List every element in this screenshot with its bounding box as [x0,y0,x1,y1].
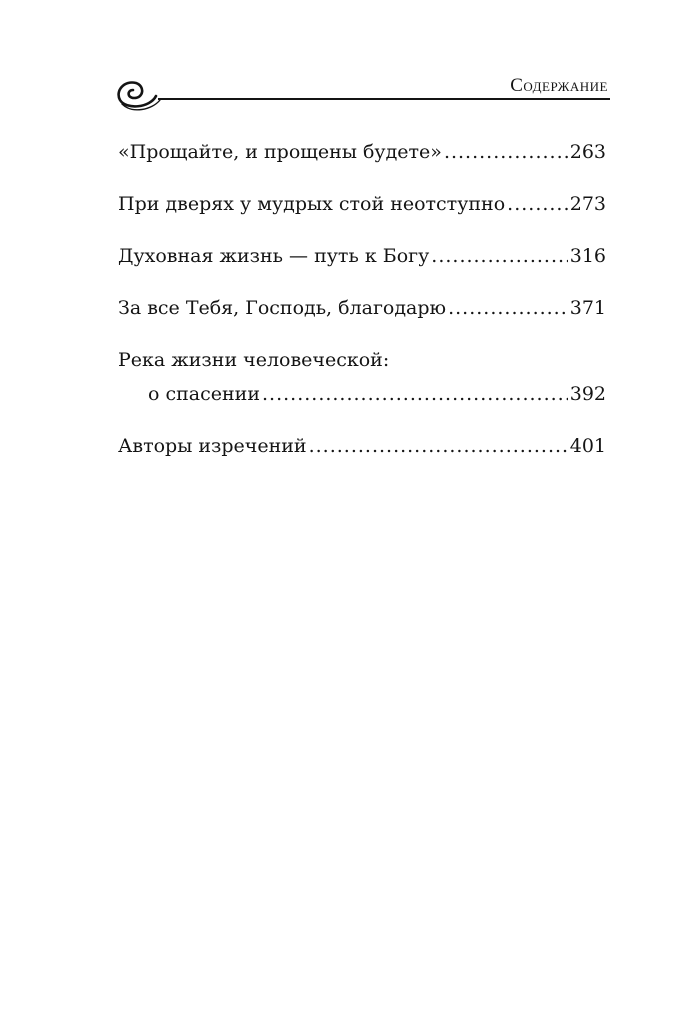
toc-entry[interactable] [118,190,606,218]
dot-leader [431,242,567,270]
toc-entry-page: 273 [569,193,606,215]
toc-entry-title-continued: о спасении [148,383,260,405]
dot-leader [309,432,568,460]
page-header [112,70,612,114]
toc-entry[interactable] [118,242,606,270]
toc-entry-page: 371 [569,297,606,319]
dot-leader [444,138,568,166]
dot-leader [448,294,568,322]
toc-entry[interactable] [118,432,606,460]
toc-entry[interactable] [118,346,606,408]
dot-leader [507,190,568,218]
toc-entry[interactable] [118,294,606,322]
toc-entry-page: 401 [569,435,606,457]
header-rule [158,98,610,100]
toc-entry-title: Река жизни человеческой: [118,349,390,371]
table-of-contents [118,138,606,484]
toc-entry-page: 392 [569,383,606,405]
swirl-ornament-icon [112,74,162,114]
toc-entry[interactable] [118,138,606,166]
toc-entry-title: Авторы изречений [118,435,307,457]
running-head: Содержание [510,75,608,96]
toc-entry-page: 316 [569,245,606,267]
dot-leader [262,380,568,408]
toc-entry-title: За все Тебя, Господь, благодарю [118,297,447,319]
toc-entry-continuation [118,380,606,408]
toc-entry-page: 263 [569,141,606,163]
toc-entry-title: При дверях у мудрых стой неотступно [118,193,506,215]
toc-entry-title: «Прощайте, и прощены будете» [118,141,442,163]
toc-entry-title: Духовная жизнь — путь к Богу [118,245,430,267]
